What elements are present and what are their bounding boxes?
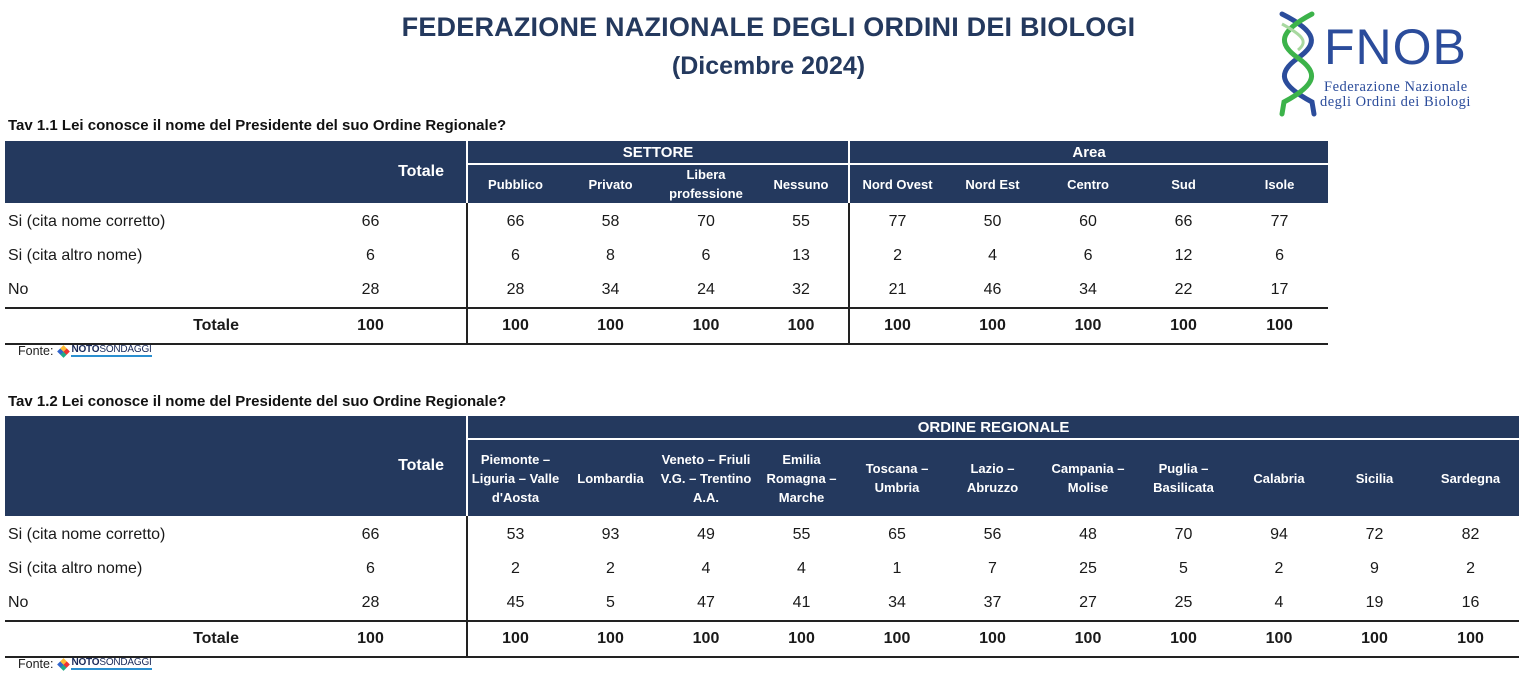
table2-column-header: Emilia Romagna – Marche	[754, 439, 849, 516]
report-subtitle: (Dicembre 2024)	[671, 52, 866, 80]
row-label: Si (cita altro nome)	[8, 247, 143, 264]
table1-header-blank	[5, 141, 275, 203]
total-cell: 100	[849, 621, 945, 657]
table2-group-ordine-regionale: ORDINE REGIONALE	[467, 416, 1519, 439]
total-row-total: 100	[275, 621, 467, 657]
table-row	[5, 516, 1519, 552]
table1-group-settore: SETTORE	[467, 141, 849, 164]
row-total: 66	[361, 526, 380, 543]
total-cell: 100	[467, 308, 563, 344]
table-total-row	[5, 621, 1519, 657]
table-cell: 17	[1270, 281, 1289, 298]
table-cell: 12	[1174, 247, 1193, 264]
table1-column-header: Nessuno	[754, 164, 849, 203]
table2-column-header: Lombardia	[563, 439, 658, 516]
table-cell: 77	[849, 203, 945, 239]
table-row	[5, 273, 1328, 308]
total-row-label: Totale	[5, 308, 275, 344]
total-cell: 100	[1231, 308, 1328, 344]
table-row	[5, 552, 1519, 586]
table-cell: 6	[1275, 247, 1284, 264]
table-cell: 21	[849, 273, 945, 308]
total-cell: 100	[563, 308, 658, 344]
table2-header-total: Totale	[275, 416, 467, 516]
table-cell: 34	[1079, 281, 1097, 298]
logo-wordmark: FNOB	[1324, 19, 1467, 75]
table-cell: 6	[1083, 247, 1093, 264]
table1	[5, 141, 1328, 345]
notosondaggi-logo: NOTOSONDAGGI	[59, 658, 151, 670]
table-cell: 66	[467, 203, 563, 239]
notosondaggi-diamond-icon	[58, 345, 71, 358]
table-cell: 66	[1174, 213, 1193, 230]
table-row	[5, 203, 1328, 239]
table-cell: 28	[467, 273, 563, 308]
table-cell: 72	[1365, 526, 1384, 543]
table2-column-header: Puglia – Basilicata	[1136, 439, 1231, 516]
row-total: 28	[361, 281, 380, 298]
notosondaggi-logo: NOTOSONDAGGI	[59, 345, 151, 357]
table-cell: 16	[1461, 594, 1480, 611]
table-cell: 8	[606, 247, 615, 264]
total-cell: 100	[754, 308, 849, 344]
source-label: Fonte:	[18, 657, 54, 671]
row-total: 6	[366, 247, 375, 264]
table2-column-header: Sardegna	[1422, 439, 1519, 516]
table1-column-header: Centro	[1040, 164, 1136, 203]
table1-column-header: Isole	[1231, 164, 1328, 203]
table-cell: 1	[892, 560, 902, 577]
total-cell: 100	[754, 621, 849, 657]
fnob-logo	[1274, 10, 1514, 120]
row-label: Si (cita nome corretto)	[8, 213, 166, 230]
total-cell: 100	[1136, 308, 1231, 344]
table-cell: 7	[988, 560, 997, 577]
table-cell: 27	[1079, 594, 1097, 611]
total-cell: 100	[1136, 621, 1231, 657]
table-cell: 55	[792, 213, 810, 230]
table-cell: 4	[1274, 594, 1284, 611]
total-cell: 100	[1231, 621, 1327, 657]
table1-column-header: Nord Est	[945, 164, 1040, 203]
table-cell: 65	[888, 526, 906, 543]
table-cell: 9	[1370, 560, 1379, 577]
table-cell: 32	[792, 281, 810, 298]
row-label: Si (cita altro nome)	[8, 560, 143, 577]
table2-column-header: Lazio – Abruzzo	[945, 439, 1040, 516]
table1-source	[18, 344, 152, 358]
table-cell: 77	[1270, 213, 1289, 230]
row-label: Si (cita nome corretto)	[8, 526, 166, 543]
table-cell: 46	[983, 281, 1002, 298]
table-cell: 4	[988, 247, 997, 264]
table-cell: 13	[792, 247, 810, 264]
table-cell: 47	[697, 594, 715, 611]
table-cell: 45	[467, 586, 563, 621]
total-cell: 100	[1040, 308, 1136, 344]
table-cell: 2	[606, 560, 615, 577]
dna-helix-icon	[1274, 10, 1322, 120]
table2-column-header: Toscana – Umbria	[849, 439, 945, 516]
table-cell: 49	[697, 526, 715, 543]
table-cell: 6	[467, 239, 563, 273]
total-cell: 100	[1327, 621, 1422, 657]
table1-header-total: Totale	[275, 141, 467, 203]
row-total: 6	[366, 560, 375, 577]
table-cell: 25	[1079, 560, 1097, 577]
table-cell: 56	[983, 526, 1002, 543]
table2	[5, 416, 1519, 658]
total-cell: 100	[563, 621, 658, 657]
table1-column-header: Libera professione	[658, 164, 754, 203]
table-cell: 53	[467, 516, 563, 552]
total-cell: 100	[945, 308, 1040, 344]
table-cell: 37	[983, 594, 1002, 611]
table-cell: 5	[606, 594, 615, 611]
table-cell: 2	[849, 239, 945, 273]
table-cell: 41	[792, 594, 811, 611]
logo-line-2: degli Ordini dei Biologi	[1320, 94, 1471, 110]
table-cell: 22	[1174, 281, 1193, 298]
table2-column-header: Sicilia	[1327, 439, 1422, 516]
table-cell: 5	[1179, 560, 1188, 577]
table-cell: 82	[1461, 526, 1480, 543]
total-cell: 100	[1422, 621, 1519, 657]
table-cell: 55	[792, 526, 811, 543]
row-total: 66	[361, 213, 380, 230]
table-cell: 19	[1365, 594, 1384, 611]
table-cell: 25	[1174, 594, 1193, 611]
table1-column-header: Sud	[1136, 164, 1231, 203]
table-cell: 2	[1274, 560, 1284, 577]
table-cell: 48	[1079, 526, 1097, 543]
table-total-row	[5, 308, 1328, 344]
total-row-total: 100	[275, 308, 467, 344]
row-total: 28	[361, 594, 380, 611]
table-cell: 2	[1466, 560, 1475, 577]
row-label: No	[8, 594, 29, 611]
table2-column-header: Campania – Molise	[1040, 439, 1136, 516]
table2-column-header: Veneto – Friuli V.G. – Trentino A.A.	[658, 439, 754, 516]
total-cell: 100	[945, 621, 1040, 657]
table-cell: 94	[1270, 526, 1288, 543]
table-cell: 6	[701, 247, 711, 264]
notosondaggi-diamond-icon	[58, 658, 71, 671]
table1-column-header: Privato	[563, 164, 658, 203]
table2-title: Tav 1.2 Lei conosce il nome del Presidente del suo Ordine Regionale?	[8, 393, 507, 410]
table-row	[5, 586, 1519, 621]
total-cell: 100	[467, 621, 563, 657]
table2-source	[18, 657, 152, 671]
table-cell: 60	[1079, 213, 1097, 230]
table2-column-header: Piemonte – Liguria – Valle d'Aosta	[467, 439, 563, 516]
table1-group-area: Area	[849, 141, 1328, 164]
table2-column-header: Calabria	[1231, 439, 1327, 516]
table2-header-blank	[5, 416, 275, 516]
table-cell: 70	[1174, 526, 1193, 543]
table-cell: 2	[467, 552, 563, 586]
table-cell: 93	[601, 526, 620, 543]
table-row	[5, 239, 1328, 273]
table-cell: 4	[797, 560, 806, 577]
report-title: FEDERAZIONE NAZIONALE DEGLI ORDINI DEI BIOLOGI	[401, 12, 1136, 42]
table1-column-header: Pubblico	[467, 164, 563, 203]
total-cell: 100	[658, 308, 754, 344]
row-label: No	[8, 281, 29, 298]
table-cell: 34	[888, 594, 906, 611]
table-cell: 58	[601, 213, 620, 230]
table-cell: 70	[697, 213, 715, 230]
table-cell: 4	[701, 560, 711, 577]
total-row-label: Totale	[5, 621, 275, 657]
total-cell: 100	[849, 308, 945, 344]
source-label: Fonte:	[18, 344, 54, 358]
total-cell: 100	[1040, 621, 1136, 657]
total-cell: 100	[658, 621, 754, 657]
table-cell: 50	[983, 213, 1002, 230]
table-cell: 34	[601, 281, 620, 298]
table1-column-header: Nord Ovest	[849, 164, 945, 203]
table-cell: 24	[697, 281, 715, 298]
table1-title: Tav 1.1 Lei conosce il nome del Presidente del suo Ordine Regionale?	[8, 117, 507, 134]
logo-line-1: Federazione Nazionale	[1324, 79, 1468, 95]
